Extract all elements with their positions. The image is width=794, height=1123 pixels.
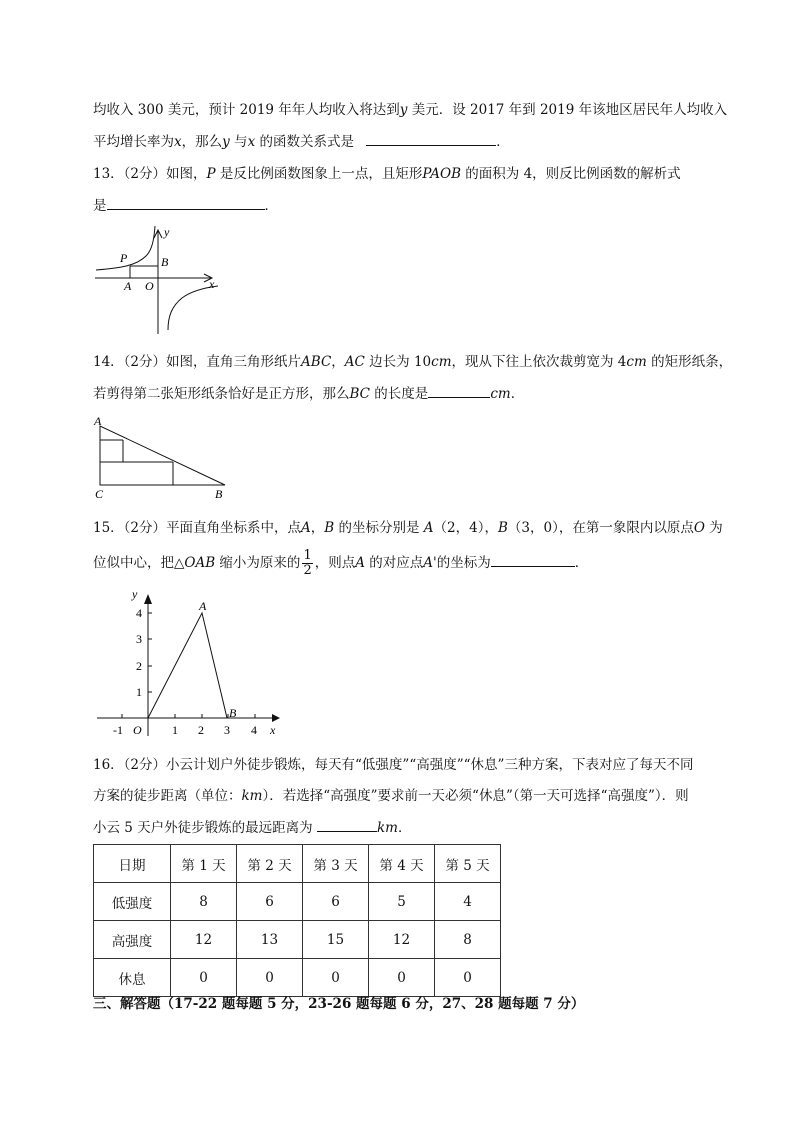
q14-answer-blank[interactable] <box>428 383 490 398</box>
table-header-cell: 日期 <box>94 845 171 883</box>
table-cell: 13 <box>237 921 303 959</box>
table-cell: 低强度 <box>94 883 171 921</box>
q15-label-o: O <box>133 723 142 737</box>
q15-label-y: y <box>132 587 138 601</box>
q14-label-c: C <box>95 487 104 501</box>
table-header-cell: 第 3 天 <box>303 845 369 883</box>
q16-line3: 小云 5 天户外徒步锻炼的最远距离为 km． <box>93 817 411 838</box>
table-header-cell: 第 2 天 <box>237 845 303 883</box>
q13-label-a: A <box>124 279 132 293</box>
q12-line2: 平均增长率为x，那么y 与x 的函数关系式是 ． <box>93 131 510 152</box>
section-heading: 三、解答题（17-22 题每题 5 分，23-26 题每题 6 分，27、28 题每题 7 分） <box>93 996 585 1012</box>
table-cell: 8 <box>171 883 237 921</box>
q13-label-y: y <box>164 225 170 239</box>
table-cell: 4 <box>435 883 501 921</box>
q15-fraction: $\frac{1}{2}$ <box>303 548 312 578</box>
q14-label-b: B <box>215 487 223 501</box>
table-header-cell: 第 1 天 <box>171 845 237 883</box>
q13-label-o: O <box>145 279 154 293</box>
q15-xtick-neg1: -1 <box>113 723 123 737</box>
q15-label-x: x <box>270 723 276 737</box>
q15-label-a: A <box>199 599 207 613</box>
q15-xtick-1: 1 <box>172 723 178 737</box>
q16-line2: 方案的徒步距离（单位：km）．若选择“高强度”要求前一天必须“休息”（第一天可选择“高强度”）．则 <box>93 788 689 804</box>
q13-label-x: x <box>209 277 215 291</box>
table-cell: 12 <box>171 921 237 959</box>
q13-label-p: P <box>120 251 128 265</box>
table-cell: 0 <box>369 959 435 997</box>
table-cell: 15 <box>303 921 369 959</box>
q15-line2: 位似中心，把△OAB 缩小为原来的 $\frac{1}{2}$ ，则点A 的对应点A'的坐标为 ． <box>93 548 589 578</box>
table-cell: 0 <box>237 959 303 997</box>
table-row <box>94 959 501 997</box>
q15-figure <box>92 586 287 738</box>
q15-ytick-1: 1 <box>136 685 142 699</box>
q12-answer-blank[interactable] <box>366 131 496 146</box>
table-cell: 5 <box>369 883 435 921</box>
q12-line1: 均收入 300 美元，预计 2019 年年人均收入将达到y 美元．设 2017 年到 2019 年该地区居民年人均收入 <box>93 102 728 118</box>
table-header-row <box>94 845 501 883</box>
q15-answer-blank[interactable] <box>491 552 575 567</box>
q15-xtick-2: 2 <box>198 723 204 737</box>
table-cell: 0 <box>303 959 369 997</box>
q13-figure <box>90 222 230 337</box>
table-cell: 休息 <box>94 959 171 997</box>
table-cell: 8 <box>435 921 501 959</box>
q14-line2: 若剪得第二张矩形纸条恰好是正方形，那么BC 的长度是 cm． <box>93 383 524 404</box>
q14-label-a: A <box>94 414 102 428</box>
table-header-cell: 第 5 天 <box>435 845 501 883</box>
q15-ytick-2: 2 <box>136 659 142 673</box>
q13-line1: 13．（2分）如图，P 是反比例函数图象上一点，且矩形PAOB 的面积为 4，则反比例函数的解析式 <box>93 166 681 182</box>
table-cell: 12 <box>369 921 435 959</box>
q14-line1: 14．（2分）如图，直角三角形纸片ABC，AC 边长为 10cm，现从下往上依次裁剪宽为 4cm 的矩形纸条， <box>93 354 733 370</box>
q13-label-b: B <box>161 255 169 269</box>
q16-line1: 16．（2分）小云计划户外徒步锻炼，每天有“低强度”“高强度”“休息”三种方案，下表对应了每天不同 <box>93 757 694 773</box>
table-cell: 高强度 <box>94 921 171 959</box>
table-header-cell: 第 4 天 <box>369 845 435 883</box>
q15-ytick-3: 3 <box>136 632 142 646</box>
table-row <box>94 883 501 921</box>
table-cell: 0 <box>435 959 501 997</box>
q13-line2: 是 ． <box>93 195 278 216</box>
table-cell: 0 <box>171 959 237 997</box>
q15-label-b: B <box>229 706 237 720</box>
q13-answer-blank[interactable] <box>107 195 265 210</box>
table-cell: 6 <box>303 883 369 921</box>
q16-table <box>93 844 501 997</box>
q15-line1: 15．（2分）平面直角坐标系中，点A，B 的坐标分别是 A（2，4），B（3，0），在第一象限内以原点O 为 <box>93 520 723 536</box>
table-row <box>94 921 501 959</box>
q15-ytick-4: 4 <box>136 606 142 620</box>
q14-figure <box>90 412 240 504</box>
q15-xtick-4: 4 <box>251 723 257 737</box>
q15-xtick-3: 3 <box>224 723 230 737</box>
table-cell: 6 <box>237 883 303 921</box>
q16-answer-blank[interactable] <box>317 817 377 832</box>
